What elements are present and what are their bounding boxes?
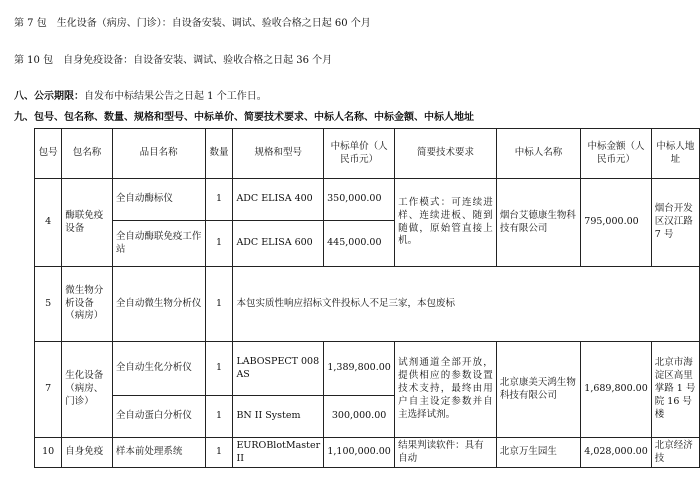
pkg4-address: 烟台开发区汉江路 7 号 [651, 179, 699, 267]
section-8-line [14, 87, 267, 102]
pkg7-item2-name: 全自动蛋白分析仪 [112, 396, 205, 438]
pkg5-no: 5 [35, 267, 62, 342]
pkg5-item-name: 全自动微生物分析仪 [112, 267, 205, 342]
pkg10-winner: 北京万生园生 [496, 438, 580, 468]
pkg7-name: 生化设备（病房、门诊） [62, 342, 113, 438]
pkg10-amount: 4,028,000.00 [581, 438, 651, 468]
pkg4-no: 4 [35, 179, 62, 267]
header-item-name: 品目名称 [112, 129, 205, 179]
pkg7-winner: 北京康美天鸿生物科技有限公司 [496, 342, 580, 438]
pkg5-name: 微生物分析设备（病房） [62, 267, 113, 342]
pkg7-address: 北京市海淀区高里掌路 1 号院 16 号楼 [651, 342, 699, 438]
award-table [34, 128, 700, 468]
pkg7-no: 7 [35, 342, 62, 438]
table-row [35, 342, 700, 396]
pkg7-item2-price: 300,000.00 [324, 396, 395, 438]
header-unit-price: 中标单价（人民币元） [324, 129, 395, 179]
pkg7-amount: 1,689,800.00 [581, 342, 651, 438]
pkg4-winner: 烟台艾德康生物科技有限公司 [496, 179, 580, 267]
pkg7-item1-price: 1,389,800.00 [324, 342, 395, 396]
header-pkg-no: 包号 [35, 129, 62, 179]
table-row [35, 438, 700, 468]
header-tech: 简要技术要求 [395, 129, 497, 179]
header-winner: 中标人名称 [496, 129, 580, 179]
pkg4-item2-qty: 1 [205, 221, 233, 267]
pkg4-item1-spec: ADC ELISA 400 [233, 179, 324, 221]
pkg4-amount: 795,000.00 [581, 179, 651, 267]
header-pkg-name: 包名称 [62, 129, 113, 179]
pkg7-item1-spec: LABOSPECT 008 AS [233, 342, 324, 396]
pkg10-spec: EUROBlotMaster II [233, 438, 324, 468]
section-8-label: 八、公示期限： [14, 91, 84, 102]
pkg10-warranty-line: 第 10 包 自身免疫设备：自设备安装、调试、验收合格之日起 36 个月 [14, 55, 333, 66]
pkg5-note: 本包实质性响应招标文件投标人不足三家，本包废标 [233, 267, 700, 342]
header-amount: 中标金额（人民币元） [581, 129, 651, 179]
pkg4-item2-name: 全自动酶联免疫工作站 [112, 221, 205, 267]
pkg4-tech: 工作模式：可连续进样、连续进板、随到随做，原始管直接上机。 [395, 179, 497, 267]
pkg4-name: 酶联免疫设备 [62, 179, 113, 267]
pkg7-item2-spec: BN II System [233, 396, 324, 438]
pkg10-tech: 结果判读软件：具有自动 [395, 438, 497, 468]
pkg7-item1-name: 全自动生化分析仪 [112, 342, 205, 396]
header-qty: 数量 [205, 129, 233, 179]
pkg10-address: 北京经济技 [651, 438, 699, 468]
pkg7-warranty-line: 第 7 包 生化设备（病房、门诊）：自设备安装、调试、验收合格之日起 60 个月 [14, 18, 371, 29]
pkg7-item1-qty: 1 [205, 342, 233, 396]
header-address: 中标人地址 [651, 129, 699, 179]
table-header-row [35, 129, 700, 179]
pkg10-price: 1,100,000.00 [324, 438, 395, 468]
section-9-heading: 九、包号、包名称、数量、规格和型号、中标单价、简要技术要求、中标人名称、中标金额、中标人地址 [14, 112, 474, 123]
pkg5-qty: 1 [205, 267, 233, 342]
pkg7-item2-qty: 1 [205, 396, 233, 438]
pkg10-no: 10 [35, 438, 62, 468]
table-row [35, 267, 700, 342]
table-row [35, 179, 700, 221]
pkg10-name: 自身免疫 [62, 438, 113, 468]
pkg4-item2-spec: ADC ELISA 600 [233, 221, 324, 267]
pkg4-item1-qty: 1 [205, 179, 233, 221]
pkg4-item1-name: 全自动酶标仪 [112, 179, 205, 221]
header-spec: 规格和型号 [233, 129, 324, 179]
pkg10-qty: 1 [205, 438, 233, 468]
pkg10-item-name: 样本前处理系统 [112, 438, 205, 468]
section-8-text: 自发布中标结果公告之日起 1 个工作日。 [84, 91, 267, 102]
pkg4-item2-price: 445,000.00 [324, 221, 395, 267]
pkg7-tech: 试剂通道全部开放，提供相应的参数设置技术支持，最终由用户自主设定参数并自主选择试剂。 [395, 342, 497, 438]
pkg4-item1-price: 350,000.00 [324, 179, 395, 221]
